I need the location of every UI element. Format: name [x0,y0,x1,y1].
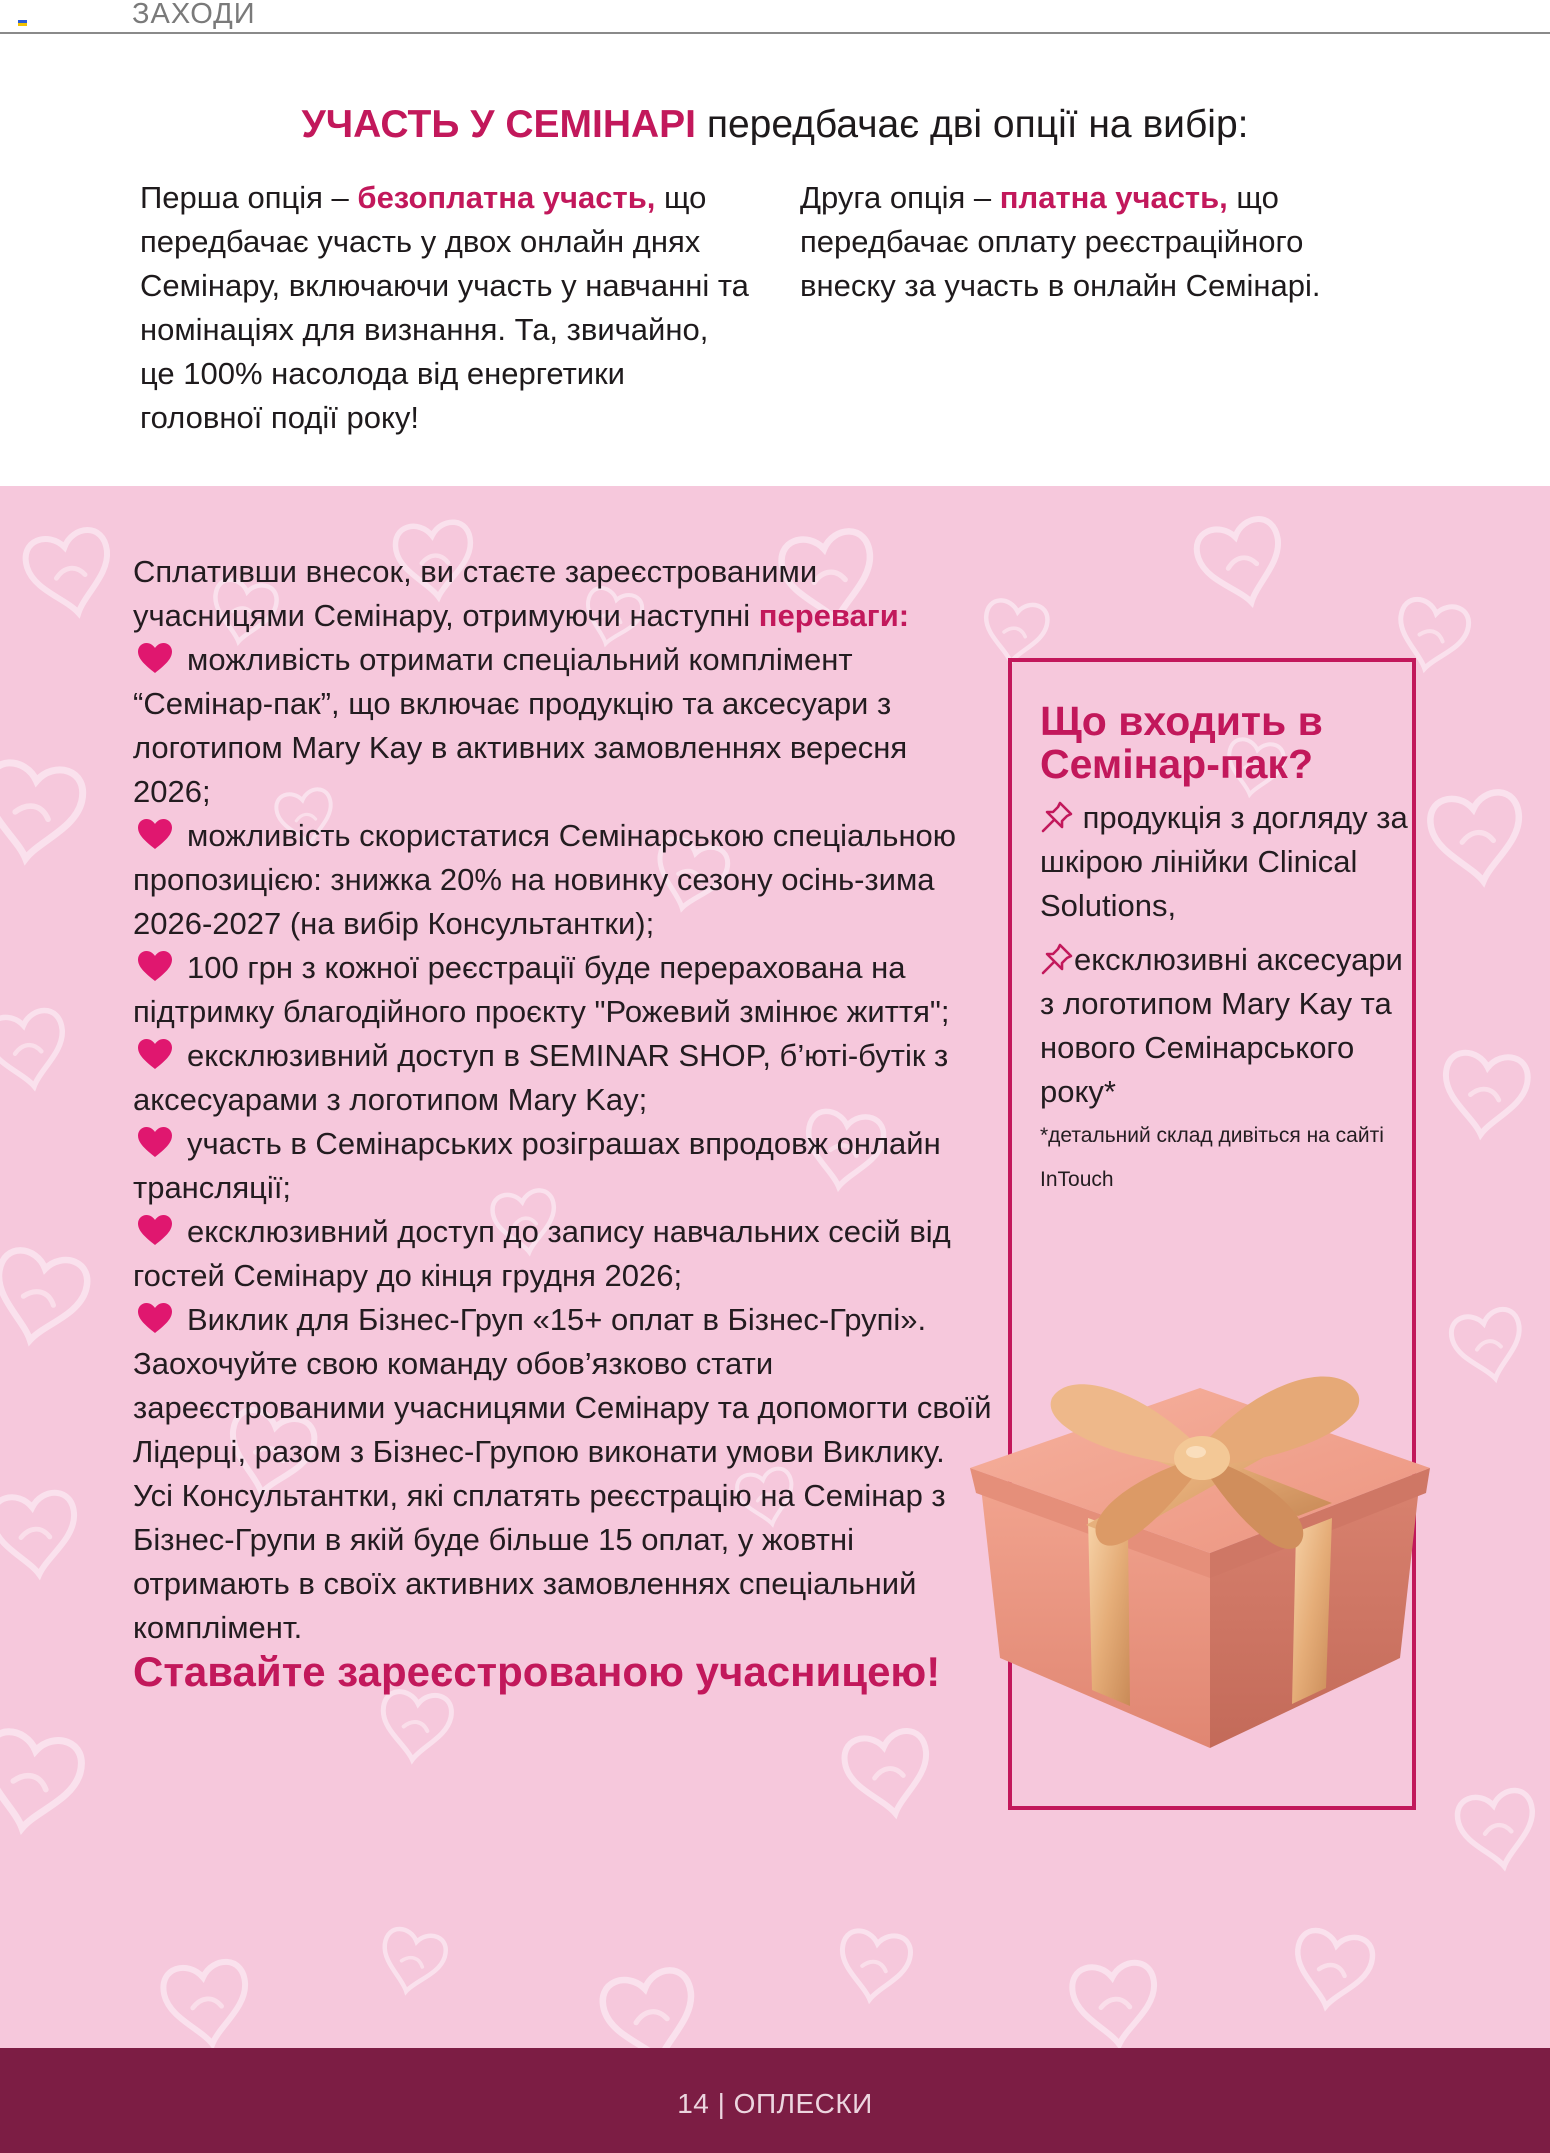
list-item [133,1122,993,1210]
heart-icon [137,642,173,674]
pack-item [1040,938,1410,1114]
pushpin-icon [1040,942,1074,976]
benefit-text: можливість отримати спеціальний комплімент “Семінар-пак”, що включає продукцію та аксесуари з логотипом Mary Kay в активних замовленнях вересня 2026; [133,642,908,809]
headline-accent: УЧАСТЬ У СЕМІНАРІ [301,103,696,146]
option2-prefix: Друга опція – [800,180,1000,215]
option1-prefix: Перша опція – [140,180,358,215]
benefit-text: ексклюзивний доступ до запису навчальних сесій від гостей Семінару до кінця грудня 2026; [133,1214,951,1293]
heart-icon [137,1214,173,1246]
benefit-text: ексклюзивний доступ в SEMINAR SHOP, б’юті-бутік з аксесуарами з логотипом Mary Kay; [133,1038,949,1117]
option1-text: що передбачає участь у двох онлайн днях Семінару, включаючи участь у навчанні та номінаціях для визнання. Та, звичайно, це 100% насолода від енергетики головної події року! [140,180,749,435]
pushpin-icon [1040,800,1074,834]
seminar-pack-box [1040,700,1410,1202]
gift-box-icon [960,1328,1440,1758]
list-item [133,1210,993,1298]
benefit-text: Виклик для Бізнес-Груп «15+ оплат в Бізнес-Групі». [187,1302,927,1337]
seminar-pack-title: Що входить в Семінар-пак? [1040,698,1323,787]
page-headline [0,102,1550,148]
benefit-text: можливість скористатися Семінарською спеціальною пропозицією: знижка 20% на новинку сезону осінь-зима 2026-2027 (на вибір Консультантки); [133,818,957,941]
benefits-text-block [133,550,993,1694]
top-header-bar [0,0,1550,34]
page-number-label: 14 | ОПЛЕСКИ [677,2088,873,2119]
benefits-lead-accent: переваги: [758,598,910,633]
list-item [133,1034,993,1122]
option1-accent: безоплатна участь, [357,180,656,215]
list-item [133,814,993,946]
section-label: ЗАХОДИ [132,0,256,30]
heart-icon [137,1038,173,1070]
option2-accent: платна участь, [999,180,1228,215]
option-free-column [140,176,750,440]
list-item [133,1298,993,1342]
heart-icon [137,1302,173,1334]
pack-item-text: продукція з догляду за шкірою лінійки Clinical Solutions, [1040,800,1408,923]
pack-footnote: *детальний склад дивіться на сайті InTouch [1040,1124,1384,1191]
heart-icon [137,950,173,982]
heart-icon [137,1126,173,1158]
list-item [133,946,993,1034]
brand-mark-icon [18,20,27,26]
closing-paragraph: Заохочуйте свою команду обов’язково стати зареєстрованими учасницями Семінару та допомогти своїй Лідерці, разом з Бізнес-Групою виконати умови Виклику. Усі Консультантки, які сплатять реєстрацію на Семінар з Бізнес-Групи в якій буде більше 15 оплат, у жовтні отримають в своїх активних замовленнях спеціальний комплімент. [133,1346,992,1645]
option2-text: що передбачає оплату реєстраційного внеску за участь в онлайн Семінарі. [800,180,1321,303]
heart-icon [137,818,173,850]
benefits-lead [133,550,993,638]
headline-rest: передбачає дві опції на вибір: [696,103,1249,146]
pack-item [1040,796,1410,928]
benefits-lead-text: Сплативши внесок, ви стаєте зареєстрованими учасницями Семінару, отримуючи наступні [133,554,818,633]
call-to-action: Ставайте зареєстрованою учасницею! [133,1648,941,1695]
option-paid-column [800,176,1400,308]
pack-item-text: ексклюзивні аксесуари з логотипом Mary Kay та нового Семінарського року* [1040,942,1403,1109]
list-item [133,638,993,814]
benefit-text: 100 грн з кожної реєстрації буде перерахована на підтримку благодійного проєкту "Рожевий змінює життя"; [133,950,950,1029]
benefit-text: участь в Семінарських розіграшах впродовж онлайн трансляції; [133,1126,941,1205]
